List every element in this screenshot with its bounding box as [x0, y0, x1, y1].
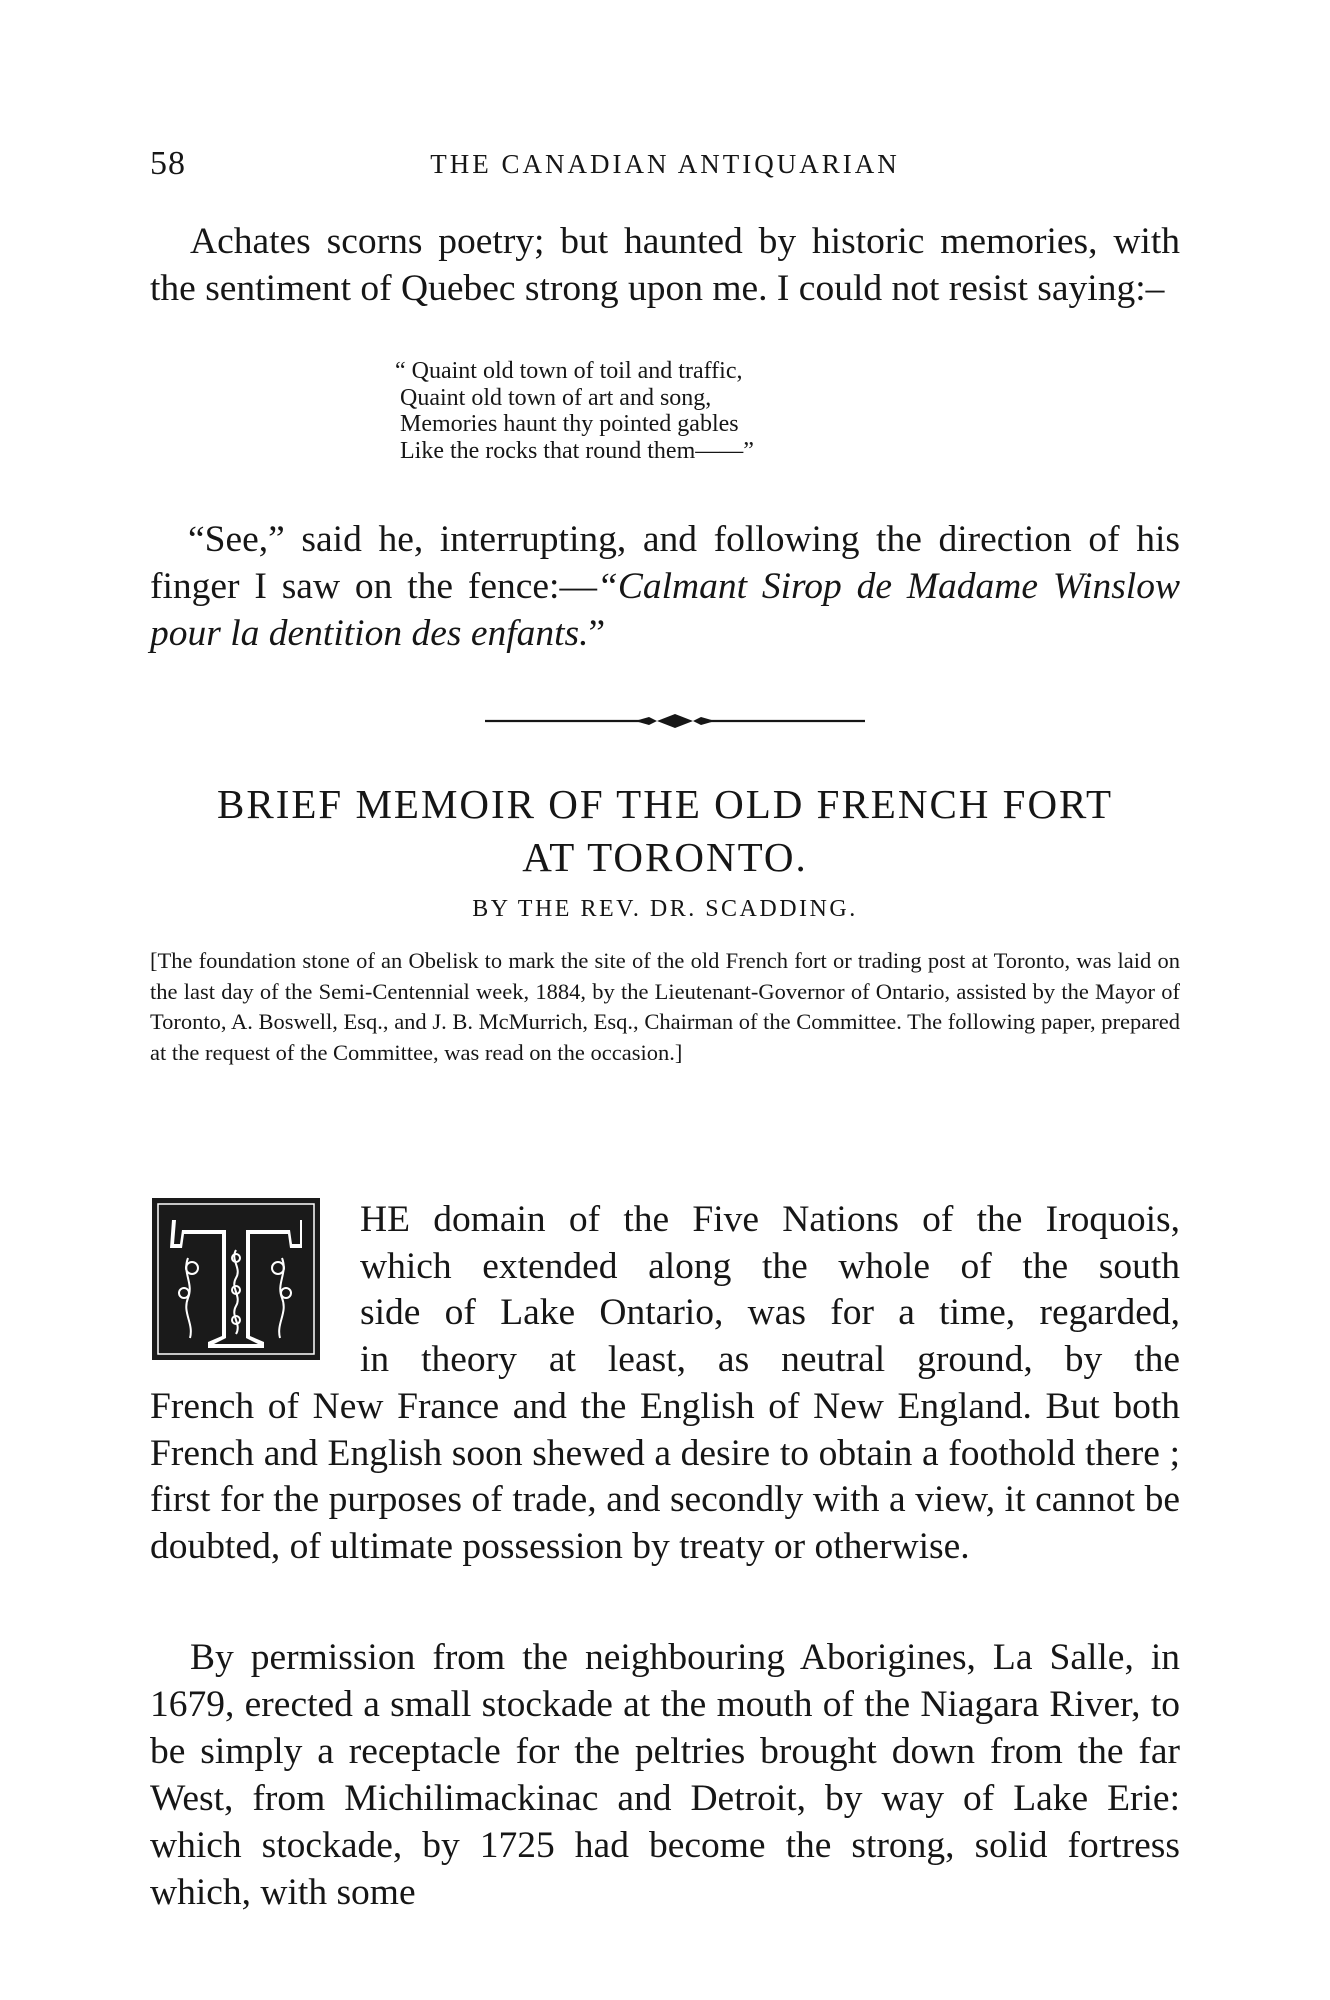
poem-quote	[395, 358, 754, 464]
poem-line: “ Quaint old town of toil and traffic,	[395, 358, 743, 384]
page-number: 58	[150, 145, 186, 182]
closing-quote: ”	[588, 613, 606, 654]
article-byline: BY THE REV. DR. SCADDING.	[472, 896, 858, 922]
article-paragraph-2: By permission from the neighbouring Aborigines, La Salle, in 1679, erected a small stockade at the mouth of the Niagara River, to be simply a receptacle for the peltries brought down from the far West, from Michilimackinac and Detroit, by way of Lake Erie: which stockade, by 1725 had become the strong, solid fortress which, with some	[150, 1637, 1180, 1913]
paragraph-continuation: French of New France and the English of New England. But both French and English soon shewed a desire to obtain a foothold there ; first for the purposes of trade, and secondly with a view, it cannot be doubted, of ultimate possession by treaty or otherwise.	[150, 1385, 1180, 1567]
sign-text: “Calmant Sirop de Madame Winslow pour la dentition des enfants.	[150, 566, 1180, 654]
dialogue-paragraph	[150, 516, 1180, 657]
poem-line: Memories haunt thy pointed gables	[400, 411, 739, 437]
paragraph-line: which extended along the whole of the south	[360, 1245, 1180, 1287]
dialogue-text: “See,” said he, interrupting, and following the direction of his finger I saw on the fence:—	[150, 519, 1180, 607]
section-divider-ornament	[485, 711, 865, 731]
poem-line: Quaint old town of art and song,	[400, 384, 712, 411]
paragraph-line: in theory at least, as neutral ground, by the	[360, 1339, 1180, 1381]
paragraph-line: side of Lake Ontario, was for a time, regarded,	[360, 1292, 1180, 1334]
article-title-line1: BRIEF MEMOIR OF THE OLD FRENCH FORT	[217, 781, 1113, 827]
paragraph-line: HE domain of the Five Nations of the Iroquois,	[360, 1199, 1180, 1240]
intro-paragraph: Achates scorns poetry; but haunted by historic memories, with the sentiment of Quebec strong upon me. I could not resist saying:–	[150, 221, 1180, 309]
running-head	[150, 145, 1180, 185]
running-title: THE CANADIAN ANTIQUARIAN	[430, 149, 900, 179]
article-title-line2: AT TORONTO.	[522, 834, 808, 880]
poem-line: Like the rocks that round them——”	[400, 437, 754, 464]
article-paragraph-1	[150, 1197, 1180, 1571]
editorial-note: [The foundation stone of an Obelisk to mark the site of the old French fort or trading post at Toronto, was laid on the last day of the Semi-Centennial week, 1884, by the Lieutenant-Governor of Ontario, assisted by the Mayor of Toronto, A. Boswell, Esq., and J. B. McMurrich, Esq., Chairman of the Committee. The following paper, prepared at the request of the Committee, was read on the occasion.]	[150, 948, 1180, 1065]
